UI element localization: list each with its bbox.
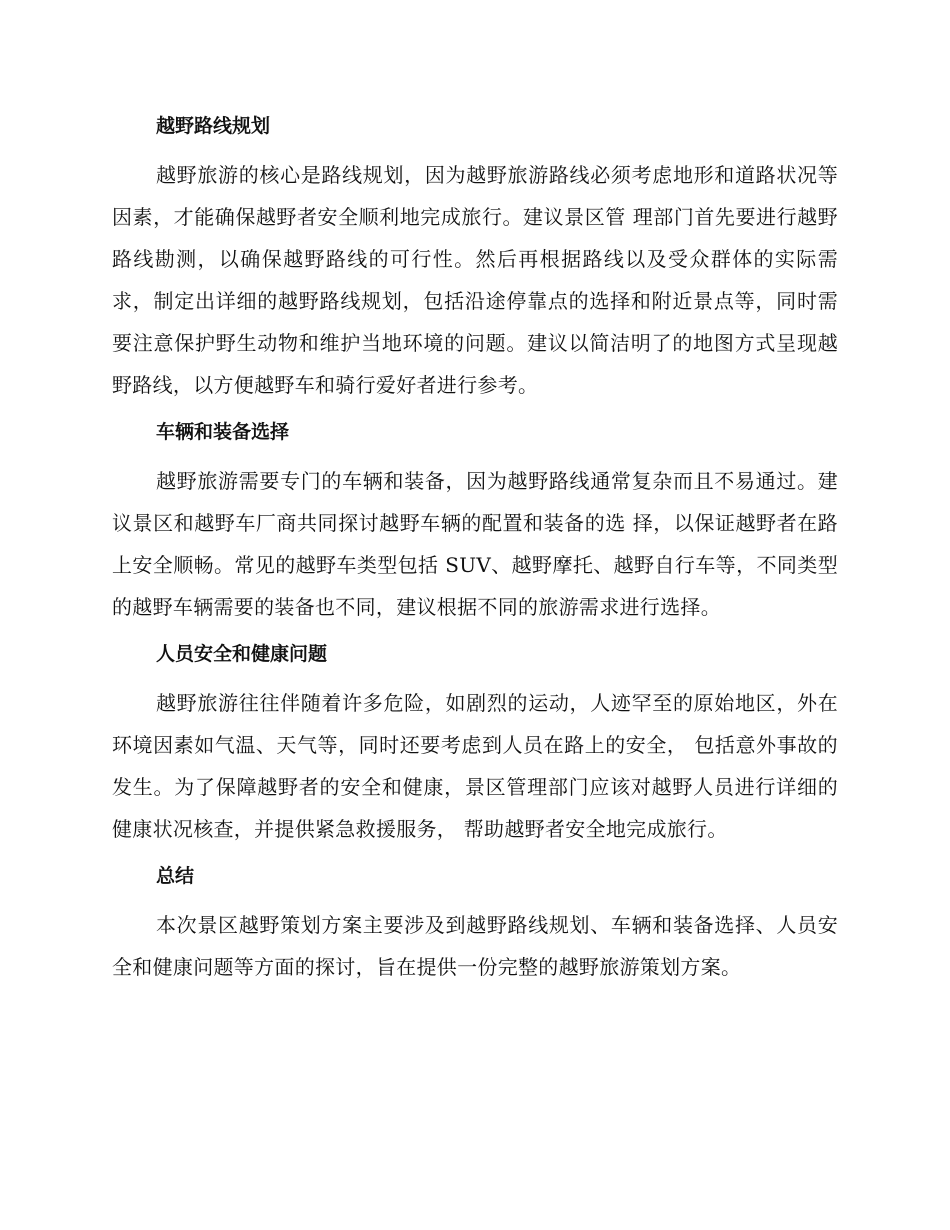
section-summary xyxy=(112,854,838,988)
section-paragraph: 越野旅游需要专门的车辆和装备，因为越野路线通常复杂而且不易通过。建议景区和越野车厂商共同探讨越野车辆的配置和装备的选 择，以保证越野者在路上安全顺畅。常见的越野车类型包括 SUV、越野摩托、越野自行车等，不同类型的越野车辆需要的装备也不同，建议根据不同的旅游需求进行选择。 xyxy=(112,469,838,619)
section-safety-health xyxy=(112,632,838,850)
section-paragraph: 越野旅游往往伴随着许多危险，如剧烈的运动，人迹罕至的原始地区，外在环境因素如气温、天气等，同时还要考虑到人员在路上的安全， 包括意外事故的发生。为了保障越野者的安全和健康，景区管理部门应该对越野人员进行详细的健康状况核查，并提供紧急救援服务， 帮助越野者安全地完成旅行。 xyxy=(112,691,838,841)
section-vehicles-equipment xyxy=(112,410,838,628)
section-heading: 总结 xyxy=(156,865,195,887)
document-page xyxy=(112,104,838,992)
section-paragraph: 越野旅游的核心是路线规划，因为越野旅游路线必须考虑地形和道路状况等因素，才能确保越野者安全顺利地完成旅行。建议景区管 理部门首先要进行越野路线勘测，以确保越野路线的可行性。然后再根据路线以及受众群体的实际需求，制定出详细的越野路线规划，包括沿途停靠点的选择和附近景点等，同时需要注意保护野生动物和维护当地环境的问题。建议以简洁明了的地图方式呈现越野路线，以方便越野车和骑行爱好者进行参考。 xyxy=(112,163,838,397)
section-heading: 人员安全和健康问题 xyxy=(156,643,328,665)
section-route-planning xyxy=(112,104,838,406)
section-heading: 车辆和装备选择 xyxy=(156,421,290,443)
section-heading: 越野路线规划 xyxy=(156,115,271,137)
section-paragraph: 本次景区越野策划方案主要涉及到越野路线规划、车辆和装备选择、人员安全和健康问题等方面的探讨，旨在提供一份完整的越野旅游策划方案。 xyxy=(112,913,838,979)
